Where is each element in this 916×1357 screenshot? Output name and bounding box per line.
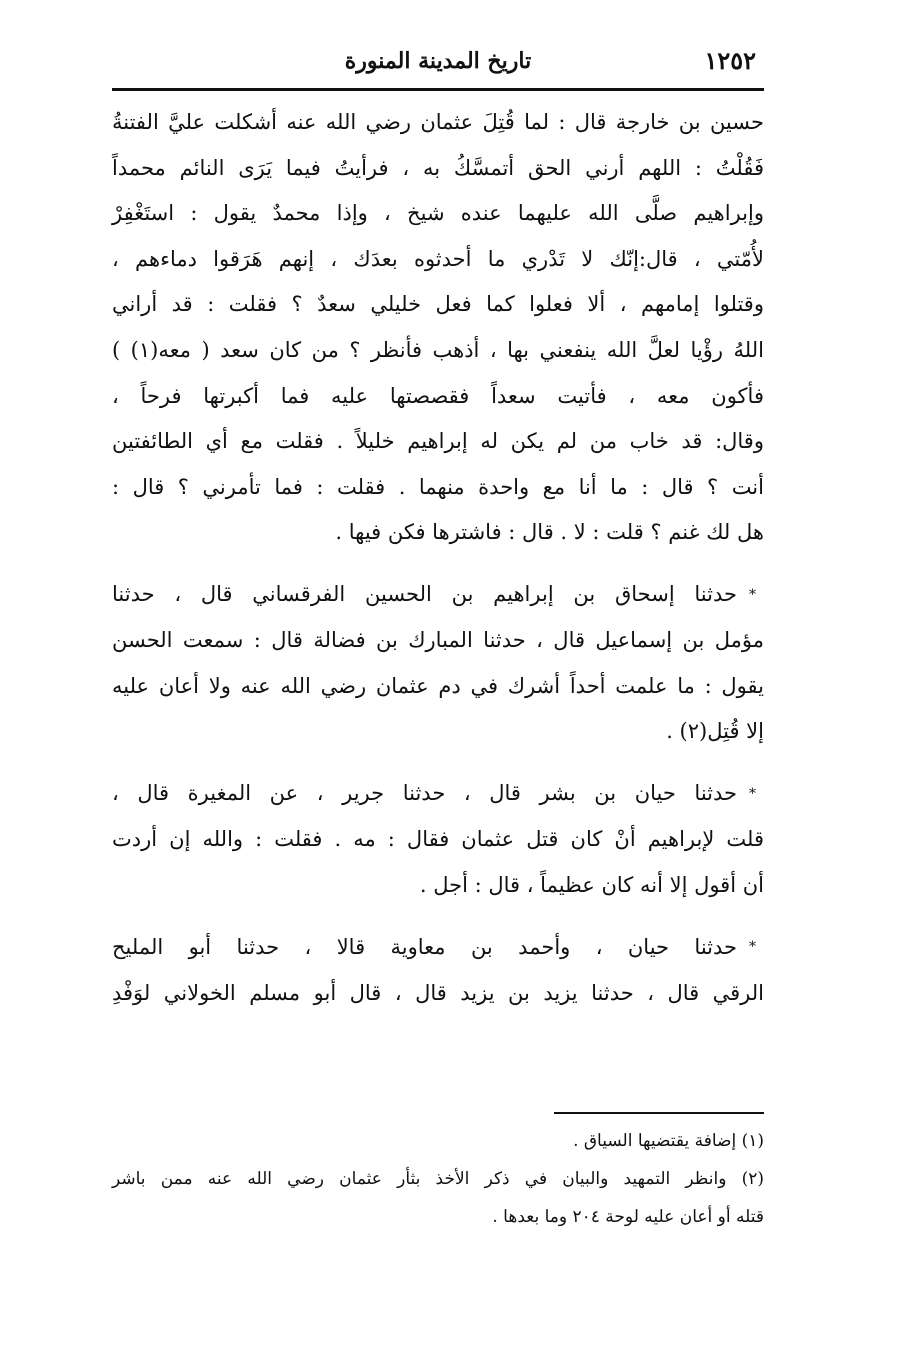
paragraph-marker: * [749,939,756,956]
text-line: أن أقول إلا أنه كان عظيماً ، قال : أجل . [419,872,764,897]
text-line: وإبراهيم صلَّى الله عليهما عنده شيخ ، وإذا محمدٌ يقول : استَغْفِرْ [112,201,764,226]
paragraph [112,925,764,1017]
text-line: فَقُلْتُ : اللهم أرني الحق أتمسَّكُ به ، فرأيتُ فيما يَرَى النائم محمداً [112,155,764,180]
text-line: فأكون معه ، فأتيت سعداً فقصصتها عليه فما أكبرتها فرحاً ، [112,383,764,408]
paragraph-marker: * [749,785,756,802]
text-line: الرقي قال ، حدثنا يزيد بن يزيد قال ، قال أبو مسلم الخولاني لوَفْدِ [112,980,764,1005]
footnote-rule [554,1112,764,1114]
text-line: هل لك غنم ؟ قلت : لا . قال : فاشترها فكن فيها . [335,520,764,545]
text-line: إلا قُتِل(٢) . [666,719,764,744]
paragraph-marker: * [749,586,756,603]
footnotes [112,1122,764,1236]
text-line: اللهُ رؤْيا لعلَّ الله ينفعني بها ، أذهب فأنظر ؟ من كان سعد ( معه(١) ) [112,337,764,362]
text-line-content: حدثنا إسحاق بن إبراهيم بن الحسين الفرقساني قال ، حدثنا [112,581,737,606]
running-header [112,44,764,84]
text-line: وقال: قد خاب من لم يكن له إبراهيم خليلاً . فقلت مع أي الطائفتين [112,429,764,454]
header-rule [112,88,764,91]
text-line: حسين بن خارجة قال : لما قُتِلَ عثمان رضي الله عنه أشكلت عليَّ الفتنةُ [112,110,764,134]
text-line: يقول : ما علمت أحداً أشرك في دم عثمان رضي الله عنه ولا أعان عليه [112,673,764,698]
text-line: لأُمّتي ، قال:إنّك لا تَدْري ما أحدثوه بعدَك ، إنهم هَرَقوا دماءهم ، [112,246,764,271]
text-line [112,572,764,618]
text-line [112,925,764,971]
paragraph [112,572,764,755]
paragraph [112,771,764,908]
page-number: ١٢٥٢ [704,46,756,75]
text-line-content: حدثنا حيان بن بشر قال ، حدثنا جرير ، عن المغيرة قال ، [112,781,737,806]
text-line: قلت لإبراهيم أنْ كان قتل عثمان فقال : مه . فقلت : والله إن أردت [112,827,764,852]
footnote-2: (٢) وانظر التمهيد والبيان في ذكر الأخذ بثأر عثمان رضي الله عنه ممن باشر [112,1169,764,1189]
text-line: مؤمل بن إسماعيل قال ، حدثنا المبارك بن فضالة قال : سمعت الحسن [112,628,764,653]
text-line: وقتلوا إمامهم ، ألا فعلوا كما فعل خليلي سعدٌ ؟ فقلت : قد أراني [112,292,764,317]
footnote-1: (١) إضافة يقتضيها السياق . [573,1131,764,1151]
footnote-2-continued: قتله أو أعان عليه لوحة ٢٠٤ وما بعدها . [492,1207,764,1227]
running-title: تاريخ المدينة المنورة [344,48,532,74]
paragraph [112,100,764,556]
text-line-content: حدثنا حيان ، وأحمد بن معاوية قالا ، حدثنا أبو المليح [112,934,737,959]
text-line: أنت ؟ قال : ما أنا مع واحدة منهما . فقلت : فما تأمرني ؟ قال : [112,474,764,499]
main-text [112,100,764,1032]
text-line [112,771,764,817]
